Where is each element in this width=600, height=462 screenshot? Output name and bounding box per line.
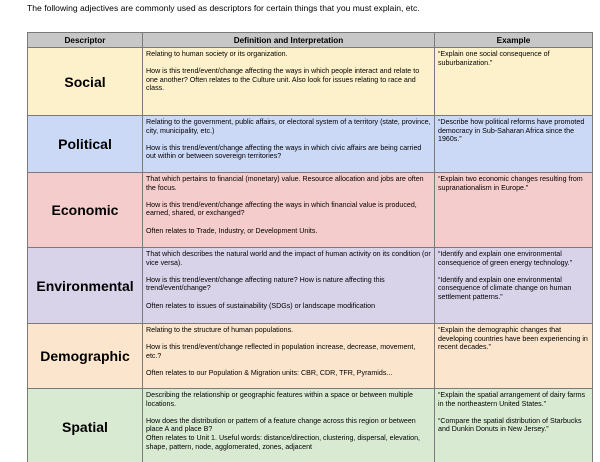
descriptor-cell: Demographic bbox=[28, 324, 143, 389]
example-text: “Identify and explain one environmental consequence of climate change on human settlement patterns.” bbox=[438, 275, 572, 301]
definition-text: How is this trend/event/change affecting nature? How is nature affecting this trend/event/change? bbox=[146, 275, 385, 293]
table-row bbox=[28, 48, 593, 116]
intro-text: The following adjectives are commonly used as descriptors for certain things that you must explain, etc. bbox=[27, 3, 420, 13]
header-row bbox=[28, 33, 593, 48]
table-row bbox=[28, 324, 593, 389]
header-definition: Definition and Interpretation bbox=[143, 33, 435, 48]
definition-text: Relating to the structure of human populations. bbox=[146, 326, 294, 334]
example-cell bbox=[435, 389, 593, 462]
example-text: “Compare the spatial distribution of Starbucks and Dunkin Donuts in New Jersey.” bbox=[438, 416, 582, 434]
table-row bbox=[28, 389, 593, 462]
definition-text: How is this trend/event/change affecting the ways in which civic affairs are being carried out within or between sovereign territories? bbox=[146, 143, 422, 161]
example-text: “Describe how political reforms have promoted democracy in Sub-Saharan Africa since the 1960s.” bbox=[438, 118, 585, 144]
definition-text: Relating to human society or its organization. bbox=[146, 50, 288, 58]
definition-text: Often relates to issues of sustainability (SDGs) or landscape modification bbox=[146, 301, 376, 310]
example-cell bbox=[435, 173, 593, 248]
definition-text: How is this trend/event/change affecting the ways in which people interact and relate to one another? Often relates to the Culture unit. Also look for issues relating to race and class. bbox=[146, 67, 420, 93]
descriptor-table bbox=[27, 32, 593, 462]
definition-text: Describing the relationship or geographic features within a space or between multiple locations. bbox=[146, 391, 413, 408]
table-row bbox=[28, 248, 593, 324]
descriptor-cell: Spatial bbox=[28, 389, 143, 462]
descriptor-cell: Environmental bbox=[28, 248, 143, 324]
definition-text: How is this trend/event/change affecting the ways in which financial value is produced, earned, shared, or exchanged? bbox=[146, 200, 417, 218]
header-example: Example bbox=[435, 33, 593, 48]
example-text: “Identify and explain one environmental consequence of green energy technology.” bbox=[438, 250, 572, 267]
definition-cell bbox=[143, 324, 435, 389]
definition-cell bbox=[143, 48, 435, 116]
definition-cell bbox=[143, 116, 435, 173]
example-cell bbox=[435, 48, 593, 116]
definition-text: That which describes the natural world and the impact of human activity on its condition (or vice versa). bbox=[146, 250, 431, 267]
example-text: “Explain the demographic changes that developing countries have been experiencing in recent decades.” bbox=[438, 326, 588, 352]
descriptor-cell: Social bbox=[28, 48, 143, 116]
example-cell bbox=[435, 116, 593, 173]
example-text: “Explain one social consequence of suburbanization.” bbox=[438, 50, 550, 67]
definition-text: How does the distribution or pattern of a feature change across this region or between place A and place B? bbox=[146, 416, 416, 434]
definition-text: That which pertains to financial (monetary) value. Resource allocation and jobs are often the focus. bbox=[146, 175, 424, 192]
definition-text: Often relates to our Population & Migration units: CBR, CDR, TFR, Pyramids... bbox=[146, 368, 393, 377]
header-descriptor: Descriptor bbox=[28, 33, 143, 48]
definition-text: Relating to the government, public affairs, or electoral system of a territory (state, province, city, municipality, etc.) bbox=[146, 118, 431, 135]
table-row bbox=[28, 173, 593, 248]
table-row bbox=[28, 116, 593, 173]
definition-cell bbox=[143, 248, 435, 324]
definition-text: Often relates to Unit 1. Useful words: distance/direction, clustering, dispersal, elevation, shape, pattern, node, agglomerated, zones, adjacent bbox=[146, 433, 421, 451]
definition-text: Often relates to Trade, Industry, or Development Units. bbox=[146, 226, 318, 235]
definition-text: How is this trend/event/change reflected in population increase, decrease, movement, etc.? bbox=[146, 343, 416, 360]
example-cell bbox=[435, 248, 593, 324]
definition-cell bbox=[143, 389, 435, 462]
definition-cell bbox=[143, 173, 435, 248]
example-text: “Explain the spatial arrangement of dairy farms in the northeastern United States.” bbox=[438, 391, 586, 408]
example-text: “Explain two economic changes resulting from supranationalism in Europe.” bbox=[438, 175, 583, 192]
descriptor-cell: Economic bbox=[28, 173, 143, 248]
example-cell bbox=[435, 324, 593, 389]
descriptor-cell: Political bbox=[28, 116, 143, 173]
